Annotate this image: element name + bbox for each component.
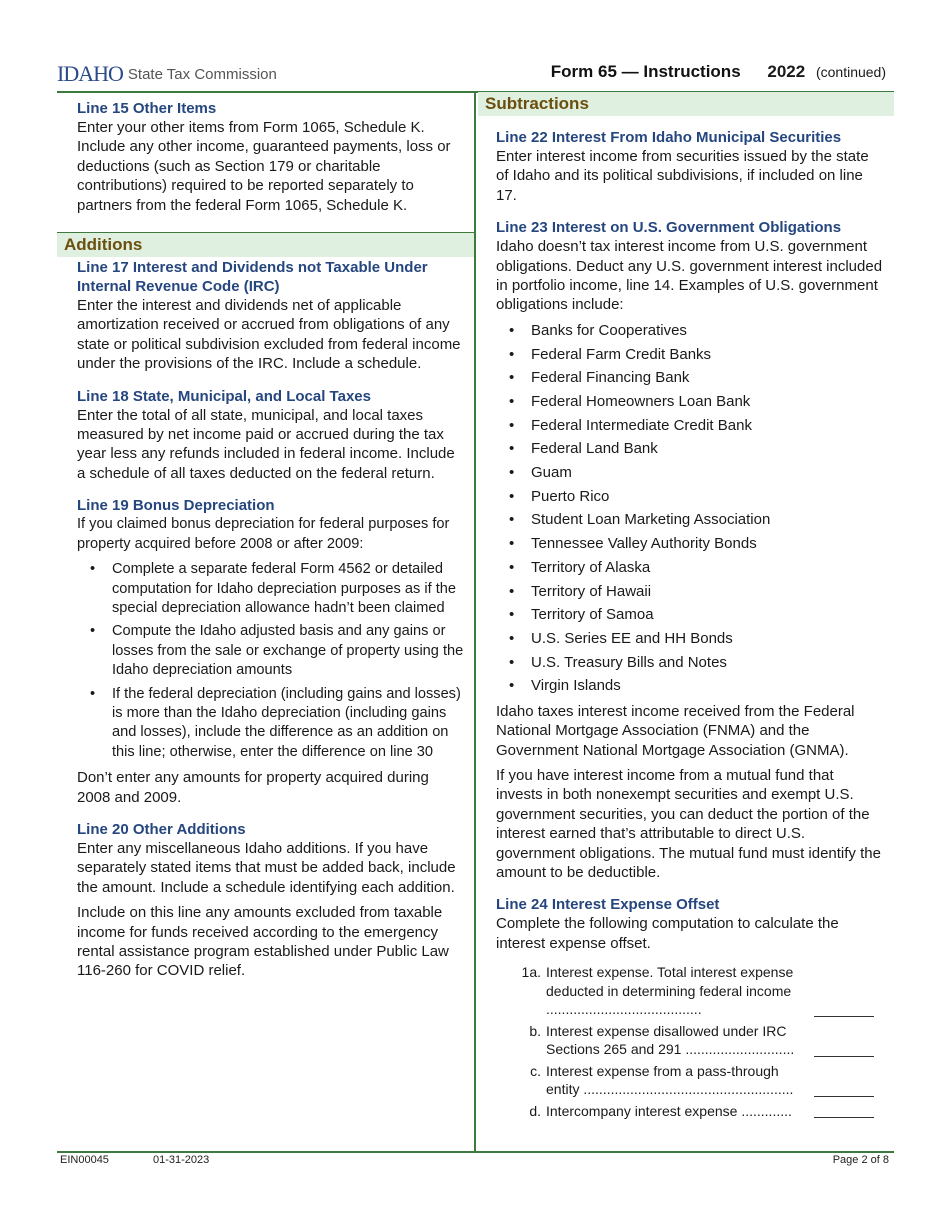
line24-heading: Line 24 Interest Expense Offset: [496, 896, 720, 914]
list-item: • Territory of Alaska: [496, 558, 884, 577]
row-label: d.: [529, 1102, 541, 1119]
row-text: Interest expense from a pass-through entity ......................................................: [546, 1062, 794, 1098]
line20-body1: Enter any miscellaneous Idaho additions. If you have separately stated items that must be added back, include the amount. Include a schedule identifying each addition.: [77, 839, 456, 896]
line17-body: Enter the interest and dividends net of applicable amortization received or accrued from obligations of any state or political subdivision excluded from federal income under the provisions of the IRC. Include a schedule.: [77, 297, 461, 373]
footer-rule: [57, 1151, 894, 1153]
line24-section: [476, 895, 894, 1120]
line22-body: Enter interest income from securities issued by the state of Idaho and its political subdivisions, if included on line 17.: [496, 148, 869, 204]
revision-date: 01-31-2023: [153, 1154, 210, 1166]
subtractions-band: Subtractions: [478, 92, 894, 116]
form-title: Form 65 — Instructions: [550, 62, 741, 81]
list-item: • Federal Intermediate Credit Bank: [496, 416, 884, 435]
row-label: c.: [530, 1062, 541, 1079]
line19-intro: If you claimed bonus depreciation for federal purposes for property acquired before 2008 or after 2009:: [77, 516, 450, 552]
line18-section: [57, 387, 474, 484]
list-item: • Complete a separate federal Form 4562 or detailed computation for Idaho depreciation purposes as if the special depreciation allowance hadn’t been claimed: [77, 560, 464, 618]
row-text: Interest expense. Total interest expense deducted in determining federal income ........................................: [546, 964, 794, 1018]
amount-blank: [814, 1056, 874, 1057]
list-item: • Student Loan Marketing Association: [496, 510, 884, 529]
line17-section: [57, 257, 474, 374]
line19-list: [77, 560, 464, 762]
offset-computation: [496, 963, 884, 1120]
right-column: [476, 92, 894, 1123]
line23-section: [476, 218, 894, 882]
list-item: • Tennessee Valley Authority Bonds: [496, 534, 884, 553]
line20-body2: Include on this line any amounts excluded from taxable income for funds received according to the emergency rental assistance program established under Public Law 116-260 for COVID relief.: [77, 904, 449, 980]
computation-row: [496, 1022, 884, 1059]
row-label: 1a.: [521, 964, 541, 981]
continued-label: (continued): [815, 64, 886, 80]
logo-wordmark: IDAHO: [57, 61, 123, 86]
line19-heading: Line 19 Bonus Depreciation: [77, 497, 275, 515]
line20-section: [57, 820, 474, 981]
form-code: EIN00045: [60, 1154, 109, 1166]
agency-logo: [57, 62, 277, 86]
list-item: • Federal Financing Bank: [496, 368, 884, 387]
logo-subtitle: State Tax Commission: [127, 65, 277, 83]
amount-blank: [814, 1096, 874, 1097]
list-item: • Compute the Idaho adjusted basis and any gains or losses from the sale or exchange of property using the Idaho depreciation amounts: [77, 622, 464, 680]
list-item: • U.S. Series EE and HH Bonds: [496, 629, 884, 648]
line15-body: Enter your other items from Form 1065, Schedule K. Include any other income, guaranteed payments, loss or deductions (such as Section 179 or charitable contributions) required to be reported separately to partners from the federal Form 1065, Schedule K.: [77, 119, 451, 214]
line24-body: Complete the following computation to calculate the interest expense offset.: [496, 915, 839, 952]
line15-section: [57, 92, 474, 215]
row-label: b.: [529, 1022, 541, 1039]
list-item: • Banks for Cooperatives: [496, 321, 884, 340]
list-item: • Virgin Islands: [496, 676, 884, 695]
line22-heading: Line 22 Interest From Idaho Municipal Securities: [496, 129, 842, 146]
line19-note: Don’t enter any amounts for property acquired during 2008 and 2009.: [77, 769, 429, 806]
row-text: Intercompany interest expense .............: [546, 1102, 792, 1119]
list-item: • Territory of Samoa: [496, 605, 884, 624]
computation-row: [496, 1102, 884, 1121]
form-header: [551, 62, 886, 82]
line23-intro: Idaho doesn’t tax interest income from U.S. government obligations. Deduct any U.S. government interest included in portfolio income, line 14. Examples of U.S. government obligations include:: [496, 238, 883, 314]
page-number: Page 2 of 8: [832, 1154, 889, 1166]
line17-heading: Line 17 Interest and Dividends not Taxable Under Internal Revenue Code (IRC): [77, 259, 428, 296]
line15-heading: Line 15 Other Items: [77, 100, 217, 117]
line19-section: [57, 496, 474, 807]
obligations-list: [496, 321, 884, 696]
list-item: • U.S. Treasury Bills and Notes: [496, 653, 884, 672]
list-item: • If the federal depreciation (including gains and losses) is more than the Idaho depreciation (including gains and losses), include the difference as an addition on this line; otherwise, enter the difference on line 30: [77, 685, 464, 763]
list-item: • Federal Land Bank: [496, 439, 884, 458]
list-item: • Federal Farm Credit Banks: [496, 345, 884, 364]
amount-blank: [814, 1117, 874, 1118]
line22-section: [476, 116, 894, 205]
left-column: [57, 92, 474, 981]
line23-heading: Line 23 Interest on U.S. Government Obligations: [496, 219, 842, 237]
line18-heading: Line 18 State, Municipal, and Local Taxes: [77, 387, 371, 405]
line20-heading: Line 20 Other Additions: [77, 820, 246, 838]
form-year: 2022: [767, 62, 806, 81]
line23-body3: If you have interest income from a mutual fund that invests in both nonexempt securities and exempt U.S. government securities, you can deduct the portion of the interest earned that’s attributable to direct U.S. government obligations. The mutual fund must identify the amount to be deductible.: [496, 767, 881, 882]
computation-row: [496, 1062, 884, 1099]
line18-body: Enter the total of all state, municipal, and local taxes measured by net income paid or accrued during the tax year less any refunds included in federal income. Include a schedule of all taxes deducted on the federal return.: [77, 406, 455, 482]
row-text: Interest expense disallowed under IRC Sections 265 and 291 ............................: [546, 1022, 795, 1058]
additions-band: Additions: [57, 232, 474, 257]
line23-body2: Idaho taxes interest income received from the Federal National Mortgage Association (FNMA) and the Government National Mortgage Association (GNMA).: [496, 702, 855, 759]
computation-row: [496, 963, 884, 1019]
list-item: • Guam: [496, 463, 884, 482]
list-item: • Puerto Rico: [496, 487, 884, 506]
list-item: • Territory of Hawaii: [496, 582, 884, 601]
list-item: • Federal Homeowners Loan Bank: [496, 392, 884, 411]
amount-blank: [814, 1016, 874, 1017]
